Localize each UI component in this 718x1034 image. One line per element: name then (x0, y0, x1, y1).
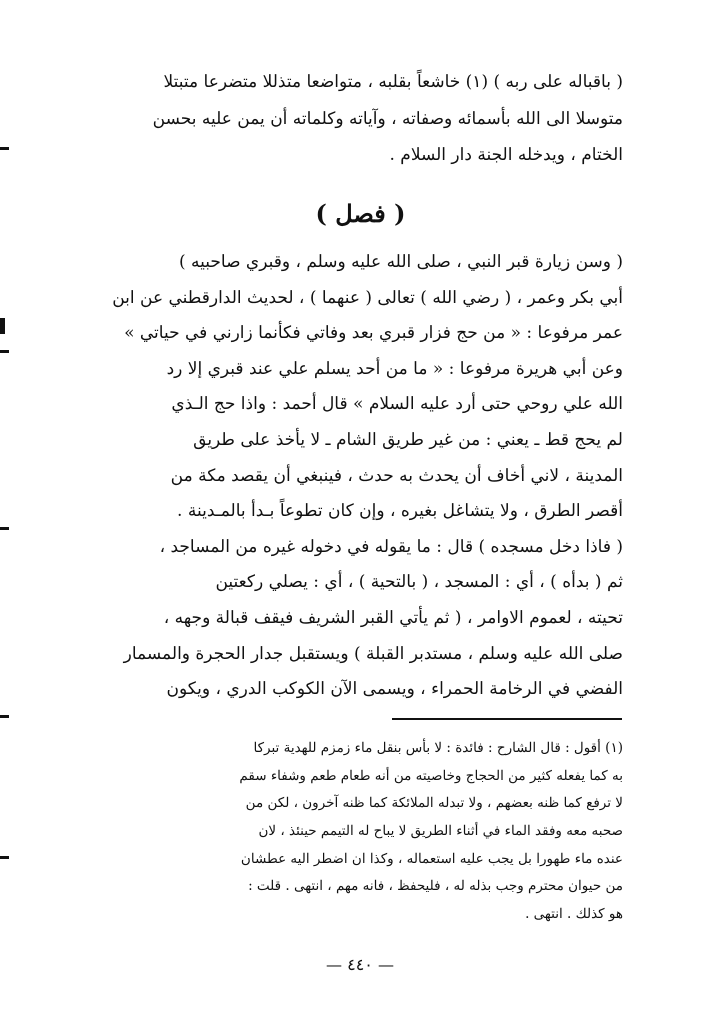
scan-margin-mark (0, 527, 9, 530)
section-heading: ( فصل ) (315, 199, 406, 228)
opening-paragraph (98, 64, 623, 174)
footnotes (98, 735, 623, 929)
text-line: ( باقباله على ربه ) (١) خاشعاً بقلبه ، متواضعا متذللا متضرعا متبتلا (163, 72, 623, 92)
page-number: — ٤٤٠ — (326, 955, 394, 974)
footnote-line: به كما يفعله كثير من الحجاج وخاصيته من أنه طعام طعم وشفاء سقم (239, 767, 623, 784)
text-line: أقصر الطرق ، ولا يتشاغل بغيره ، وإن كان تطوعاً بـدأ بالمـدينة . (177, 501, 623, 522)
main-paragraph (98, 245, 623, 708)
footnote-line: عنده ماء طهورا بل يجب عليه استعماله ، وكذا ان اضطر اليه عطشان (240, 850, 623, 867)
text-line: عمر مرفوعا : « من حج فزار قبري بعد وفاتي فكأنما زارني في حياتي » (124, 323, 623, 344)
text-line: المدينة ، لاني أخاف أن يحدث به حدث ، فينبغي أن يقصد مكة من (170, 465, 623, 486)
text-line: متوسلا الى الله بأسمائه وصفاته ، وآياته وكلماته أن يمن عليه بحسن (152, 108, 623, 129)
text-line: ثم ( بدأه ) ، أي : المسجد ، ( بالتحية ) ، أي : يصلي ركعتين (215, 572, 623, 593)
footnote-line: (١) أقول : قال الشارح : فائدة : لا بأس بنقل ماء زمزم للهدية تبركا (253, 740, 623, 756)
footnote-line: هو كذلك . انتهى . (525, 906, 623, 923)
footnote-divider (392, 718, 622, 720)
footnote-line: لا ترفع كما ظنه بعضهم ، ولا تبدله الملائكة كما ظنه آخرون ، لكن من (245, 795, 623, 812)
text-line: الفضي في الرخامة الحمراء ، ويسمى الآن الكوكب الدري ، ويكون (166, 679, 623, 700)
scan-margin-mark (0, 856, 9, 859)
scan-margin-mark (0, 715, 9, 718)
scan-margin-mark (0, 318, 5, 334)
text-line: لم يحج قط ـ يعني : من غير طريق الشام ـ لا يأخذ على طريق (193, 429, 623, 450)
text-line: الله علي روحي حتى أرد عليه السلام » قال أحمد : واذا حج الـذي (171, 394, 623, 415)
footnote-line: من حيوان محترم وجب بذله له ، فليحفظ ، فانه مهم ، انتهى . قلت : (248, 878, 623, 895)
text-line: صلى الله عليه وسلم ، مستدبر القبلة ) ويستقبل جدار الحجرة والمسمار (123, 643, 623, 664)
text-line: وعن أبي هريرة مرفوعا : « ما من أحد يسلم علي عند قبري إلا رد (166, 358, 623, 379)
scan-margin-mark (0, 350, 9, 353)
text-line: أبي بكر وعمر ، ( رضي الله ) تعالى ( عنهما ) ، لحديث الدارقطني عن ابن (112, 287, 623, 308)
scan-margin-mark (0, 147, 9, 150)
text-line: الختام ، ويدخله الجنة دار السلام . (389, 145, 623, 165)
text-line: ( وسن زيارة قبر النبي ، صلى الله عليه وسلم ، وقبري صاحبيه ) (178, 252, 623, 272)
text-line: تحيته ، لعموم الاوامر ، ( ثم يأتي القبر الشريف فيقف قبالة وجهه ، (163, 607, 623, 628)
footnote-line: صحبه معه وفقد الماء في أثناء الطريق لا يباح له التيمم حينئذ ، لان (258, 823, 623, 840)
text-line: ( فاذا دخل مسجده ) قال : ما يقوله في دخوله غيره من المساجد ، (159, 536, 623, 557)
